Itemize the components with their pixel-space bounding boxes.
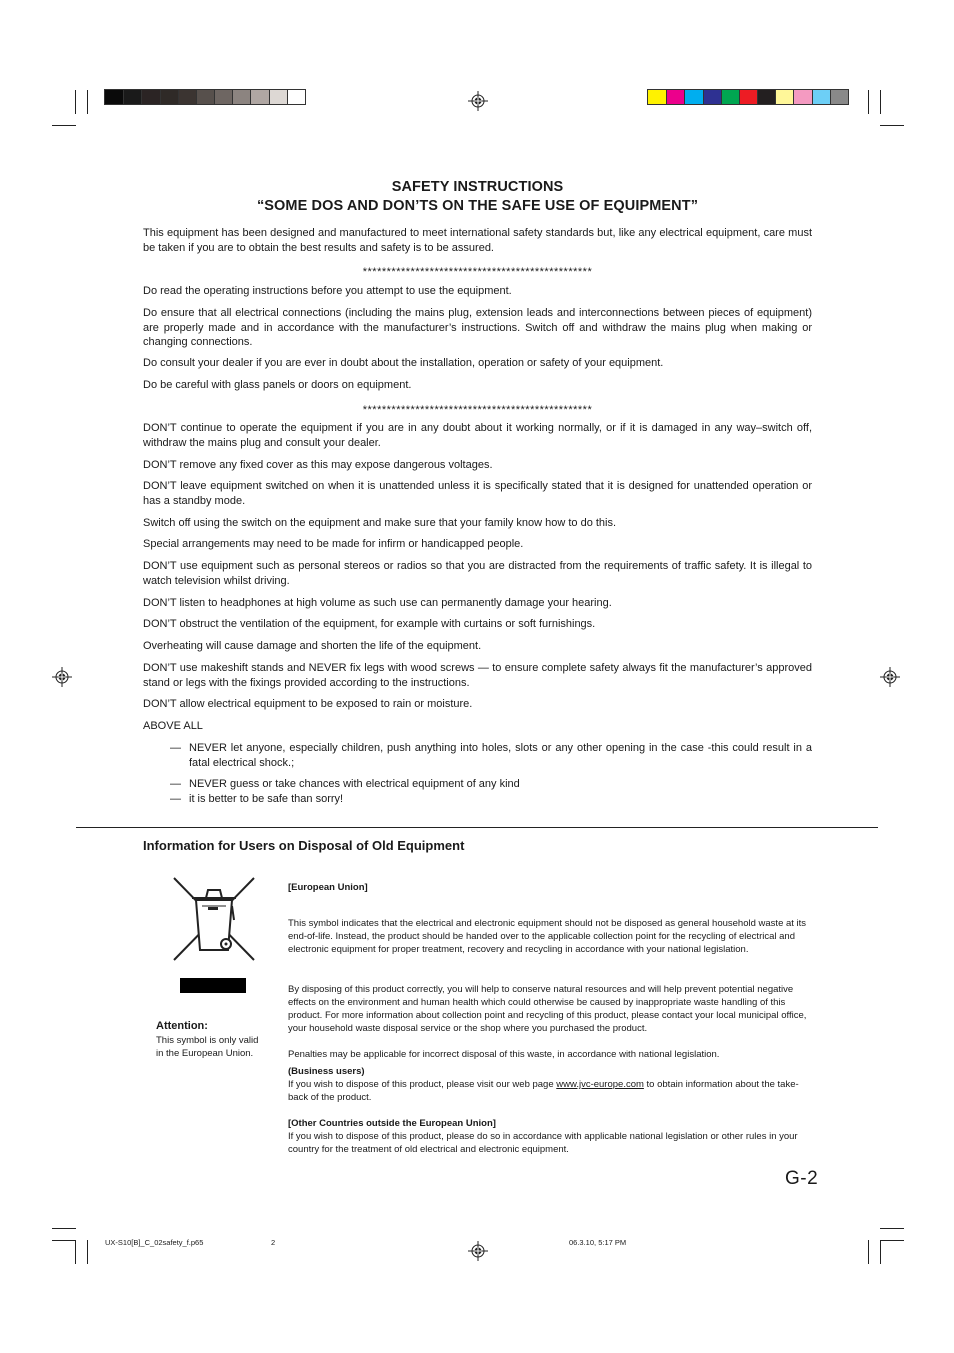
donts-item: Overheating will cause damage and shorten the life of the equipment. xyxy=(143,640,482,652)
donts-item: Special arrangements may need to be made for infirm or handicapped people. xyxy=(143,538,524,550)
above-all-text: it is better to be safe than sorry! xyxy=(189,793,344,805)
color-swatch xyxy=(196,90,214,104)
color-swatch xyxy=(232,90,250,104)
donts-item: ABOVE ALL xyxy=(143,720,203,732)
above-all-item xyxy=(143,741,812,770)
dash-mark: — xyxy=(170,778,181,790)
above-all-text: NEVER let anyone, especially children, push anything into holes, slots or any other opening in the case -this could result in a fatal electrical shock.; xyxy=(189,742,812,769)
dos-item: Do consult your dealer if you are ever in doubt about the installation, operation or safety of your equipment. xyxy=(143,357,664,369)
donts-item: DON’T leave equipment switched on when it is unattended unless it is specifically stated that it is designed for unattended operation or has a standby mode. xyxy=(143,480,812,507)
above-all-item xyxy=(143,777,812,792)
color-swatch xyxy=(757,90,775,104)
dos-item: Do read the operating instructions before you attempt to use the equipment. xyxy=(143,285,512,297)
color-swatch xyxy=(739,90,757,104)
page-number: G-2 xyxy=(785,1168,819,1189)
color-swatch xyxy=(830,90,848,104)
other-countries-block xyxy=(288,1117,812,1156)
eu-paragraph-2: By disposing of this product correctly, you will help to conserve natural resources and will help prevent potential negative effects on the environment and human health which could otherwise be caused by inappropriate waste handling of this product. For more information about collection point and recycling of this product, please contact your local municipal office, your household waste disposal service or the shop where you purchased the product. xyxy=(288,983,807,1034)
color-swatch xyxy=(721,90,739,104)
eu-heading-text: [European Union] xyxy=(288,882,368,893)
color-swatch xyxy=(160,90,178,104)
color-swatch xyxy=(269,90,287,104)
above-all-text: NEVER guess or take chances with electrical equipment of any kind xyxy=(189,778,520,790)
process-color-bar xyxy=(647,89,849,105)
other-countries-text: If you wish to dispose of this product, please do so in accordance with applicable national legislation or other rules in your country for the treatment of old electrical and electronic equipment. xyxy=(288,1131,798,1155)
color-swatch xyxy=(793,90,811,104)
dos-item: Do ensure that all electrical connections (including the mains plug, extension leads and interconnections between pieces of equipment) are properly made and in accordance with the manufacturer’s instructions. Switch off and withdraw the mains plug when making or changing connections. xyxy=(143,307,812,348)
donts-item: DON’T remove any fixed cover as this may expose dangerous voltages. xyxy=(143,459,493,471)
dash-mark: — xyxy=(170,742,181,754)
business-heading: (Business users) xyxy=(288,1066,365,1077)
donts-item: DON’T use equipment such as personal stereos or radios so that you are distracted from the requirements of traffic safety. It is illegal to watch television whilst driving. xyxy=(143,560,812,587)
section-divider xyxy=(76,827,878,828)
donts-item: DON’T listen to headphones at high volume as such use can permanently damage your hearing. xyxy=(143,597,612,609)
color-swatch xyxy=(775,90,793,104)
jvc-europe-link[interactable]: www.jvc-europe.com xyxy=(556,1079,644,1090)
grayscale-color-bar xyxy=(104,89,306,105)
crossed-out-wheelie-bin-icon xyxy=(172,876,256,996)
color-swatch xyxy=(123,90,141,104)
title-line-1: SAFETY INSTRUCTIONS xyxy=(391,179,564,195)
color-swatch xyxy=(250,90,268,104)
color-swatch xyxy=(666,90,684,104)
color-swatch xyxy=(105,90,123,104)
footer-timestamp: 06.3.10, 5:17 PM xyxy=(569,1238,627,1247)
attention-note xyxy=(156,1020,266,1061)
color-swatch xyxy=(214,90,232,104)
title-line-2: “SOME DOS AND DON’TS ON THE SAFE USE OF EQUIPMENT” xyxy=(256,198,699,214)
color-swatch xyxy=(287,90,305,104)
eu-paragraph-1: This symbol indicates that the electrical and electronic equipment should not be disposed as general household waste at its end-of-life. Instead, the product should be handed over to the applicable collection point for the recycling of electrical and electronic equipment for proper treatment, recovery and recycling in accordance with your national legislation. xyxy=(288,917,807,955)
color-swatch xyxy=(703,90,721,104)
donts-item: DON’T use makeshift stands and NEVER fix legs with wood screws — to ensure complete safety always fit the manufacturer’s approved stand or legs with the fixings provided according to the instructions. xyxy=(143,662,812,689)
registration-mark-icon xyxy=(468,91,488,111)
footer-filename: UX-S10[B]_C_02safety_f.p65 xyxy=(105,1238,204,1247)
business-text xyxy=(288,1078,812,1104)
color-swatch xyxy=(648,90,666,104)
dash-mark: — xyxy=(170,793,181,805)
separator: ************************************************ xyxy=(362,404,593,416)
registration-mark-icon xyxy=(52,667,72,687)
color-swatch xyxy=(141,90,159,104)
above-all-item xyxy=(143,792,812,807)
donts-item: DON’T continue to operate the equipment if you are in any doubt about it working normally, or if it is damaged in any way–switch off, withdraw the mains plug and consult your dealer. xyxy=(143,422,812,449)
business-text-before: If you wish to dispose of this product, please visit our web page xyxy=(288,1079,557,1090)
registration-mark-icon xyxy=(880,667,900,687)
donts-item: DON’T obstruct the ventilation of the equipment, for example with curtains or soft furnishings. xyxy=(143,618,596,630)
eu-paragraph-3: Penalties may be applicable for incorrect disposal of this waste, in accordance with national legislation. xyxy=(288,1048,720,1060)
disposal-heading: Information for Users on Disposal of Old Equipment xyxy=(143,838,465,853)
attention-title: Attention: xyxy=(156,1020,208,1032)
business-text-after: to obtain information about the take-back of the product. xyxy=(288,1079,799,1103)
eu-heading xyxy=(288,881,812,894)
intro-paragraph: This equipment has been designed and manufactured to meet international safety standards but, like any electrical equipment, care must be taken if you are to obtain the best results and safety is to be assured. xyxy=(143,227,812,254)
separator: ************************************************ xyxy=(362,266,593,278)
footer-page: 2 xyxy=(271,1238,276,1247)
page-title xyxy=(143,178,812,216)
color-swatch xyxy=(812,90,830,104)
color-swatch xyxy=(684,90,702,104)
donts-item: Switch off using the switch on the equipment and make sure that your family know how to do this. xyxy=(143,517,617,529)
other-countries-heading: [Other Countries outside the European Union] xyxy=(288,1118,496,1129)
dos-item: Do be careful with glass panels or doors on equipment. xyxy=(143,379,412,391)
business-users-block xyxy=(288,1065,812,1104)
registration-mark-icon xyxy=(468,1241,488,1261)
donts-item: DON’T allow electrical equipment to be exposed to rain or moisture. xyxy=(143,698,473,710)
attention-text: This symbol is only valid in the European Union. xyxy=(156,1034,259,1059)
color-swatch xyxy=(178,90,196,104)
